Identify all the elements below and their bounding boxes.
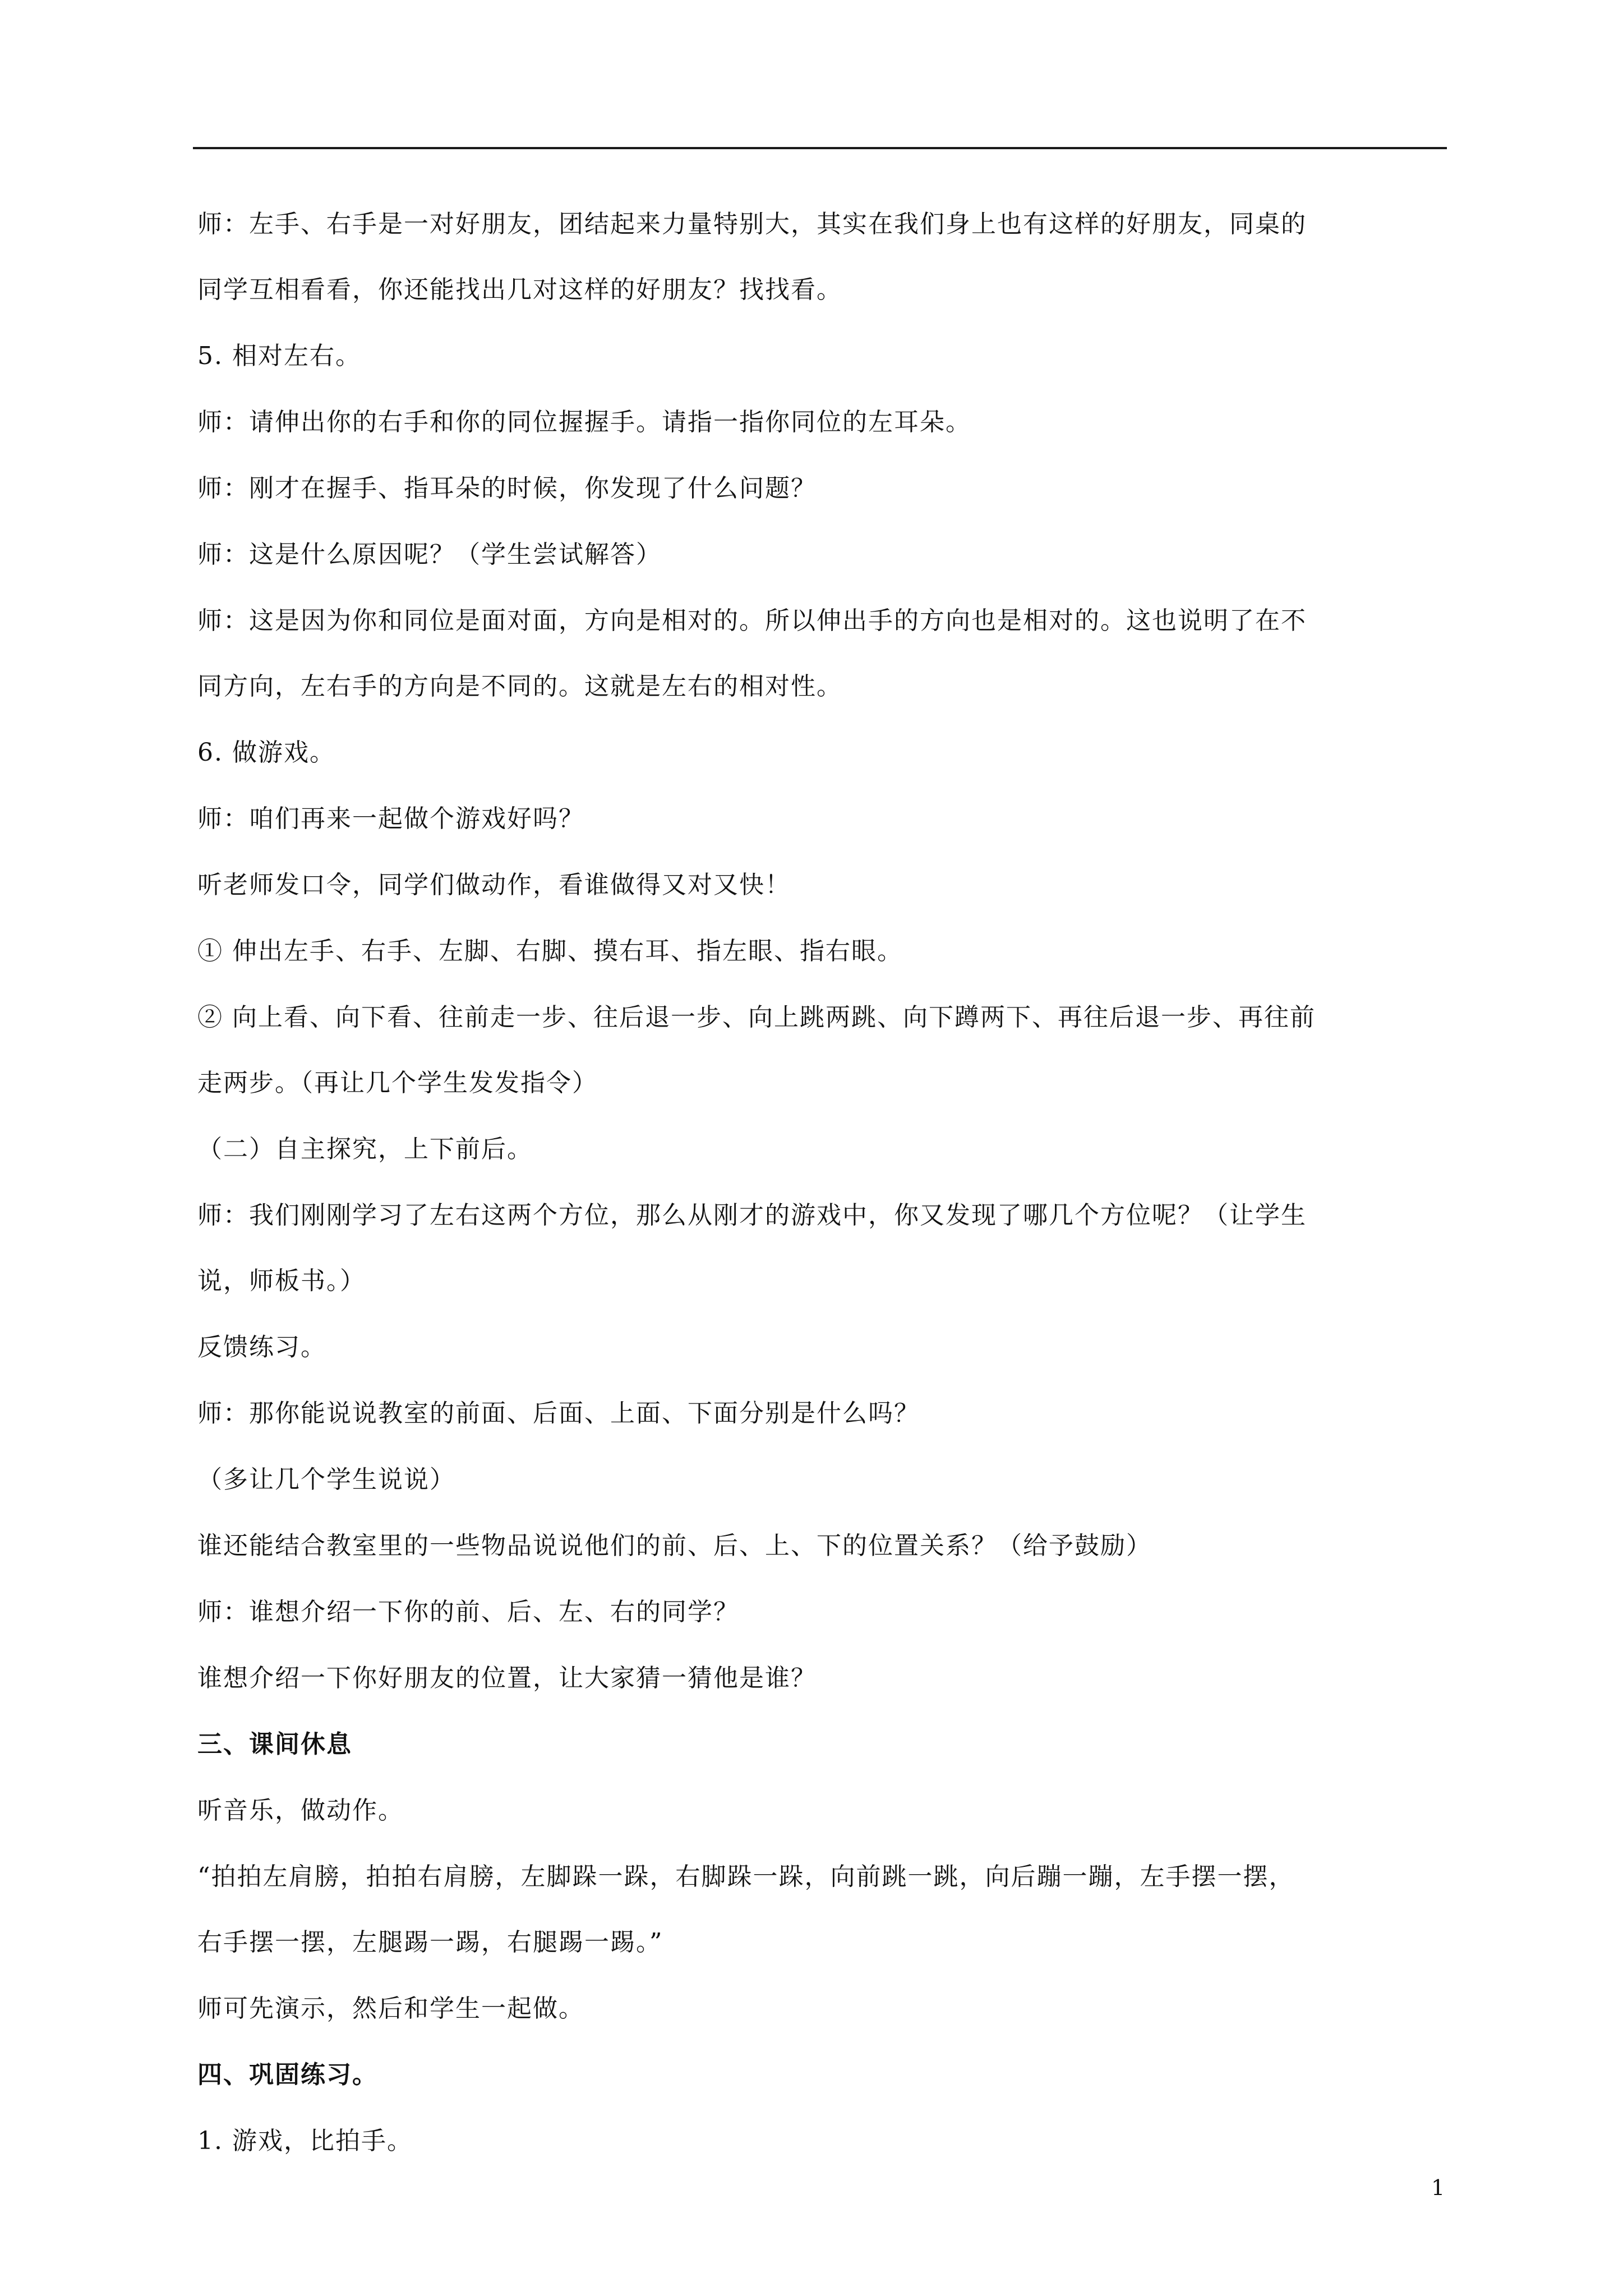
paragraph-25: 1. 游戏，比拍手。	[197, 2127, 413, 2155]
paragraph-13	[197, 1199, 1448, 1298]
paragraph-10: ① 伸出左手、右手、左脚、右脚、摸右耳、指左眼、指右眼。	[197, 937, 903, 965]
paragraph-14: 反馈练习。	[197, 1333, 326, 1361]
paragraph-12: （二）自主探究，上下前后。	[197, 1135, 533, 1163]
paragraph-line: 师：左手、右手是一对好朋友，团结起来力量特别大，其实在我们身上也有这样的好朋友，同桌的	[197, 210, 1307, 238]
paragraph-7: 6. 做游戏。	[197, 738, 335, 767]
paragraph-11	[197, 1001, 1448, 1100]
paragraph-line: 同学互相看看，你还能找出几对这样的好朋友？找找看。	[197, 275, 842, 304]
paragraph-19: 谁想介绍一下你好朋友的位置，让大家猜一猜他是谁？	[197, 1664, 817, 1692]
header-rule	[193, 147, 1447, 149]
paragraph-8: 师：咱们再来一起做个游戏好吗？	[197, 804, 584, 833]
paragraph-line: 右手摆一摆，左腿踢一踢，右腿踢一踢。”	[197, 1928, 663, 1957]
section-heading-4: 四、巩固练习。	[197, 2060, 378, 2089]
paragraph-6	[197, 604, 1448, 703]
paragraph-1	[197, 208, 1448, 307]
paragraph-15: 师：那你能说说教室的前面、后面、上面、下面分别是什么吗？	[197, 1399, 920, 1428]
paragraph-9: 听老师发口令，同学们做动作，看谁做得又对又快！	[197, 871, 791, 899]
paragraph-line: 说，师板书。）	[197, 1267, 366, 1295]
section-heading-3: 三、课间休息	[197, 1730, 352, 1759]
page-number: 1	[1431, 2175, 1445, 2200]
paragraph-3: 师：请伸出你的右手和你的同位握握手。请指一指你同位的左耳朵。	[197, 408, 971, 436]
paragraph-22	[197, 1860, 1448, 1959]
paragraph-line: “拍拍左肩膀，拍拍右肩膀，左脚跺一跺，右脚跺一跺，向前跳一跳，向后蹦一蹦，左手摆一摆，	[197, 1862, 1295, 1891]
paragraph-23: 师可先演示，然后和学生一起做。	[197, 1994, 584, 2023]
paragraph-line: 同方向，左右手的方向是不同的。这就是左右的相对性。	[197, 672, 842, 701]
paragraph-18: 师：谁想介绍一下你的前、后、左、右的同学？	[197, 1598, 739, 1626]
paragraph-line: ② 向上看、向下看、往前走一步、往后退一步、向上跳两跳、向下蹲两下、再往后退一步、再往前	[197, 1003, 1316, 1032]
paragraph-16: （多让几个学生说说）	[197, 1465, 455, 1494]
document-body	[197, 208, 1448, 2191]
paragraph-17: 谁还能结合教室里的一些物品说说他们的前、后、上、下的位置关系？（给予鼓励）	[197, 1531, 1152, 1560]
paragraph-21: 听音乐，做动作。	[197, 1796, 404, 1825]
paragraph-4: 师：刚才在握手、指耳朵的时候，你发现了什么问题？	[197, 474, 817, 503]
paragraph-line: 走两步。（再让几个学生发发指令）	[197, 1069, 598, 1097]
paragraph-line: 师：我们刚刚学习了左右这两个方位，那么从刚才的游戏中，你又发现了哪几个方位呢？（让学生	[197, 1201, 1307, 1230]
paragraph-2: 5. 相对左右。	[197, 342, 361, 370]
paragraph-line: 师：这是因为你和同位是面对面，方向是相对的。所以伸出手的方向也是相对的。这也说明了在不	[197, 606, 1307, 635]
paragraph-5: 师：这是什么原因呢？（学生尝试解答）	[197, 540, 662, 569]
